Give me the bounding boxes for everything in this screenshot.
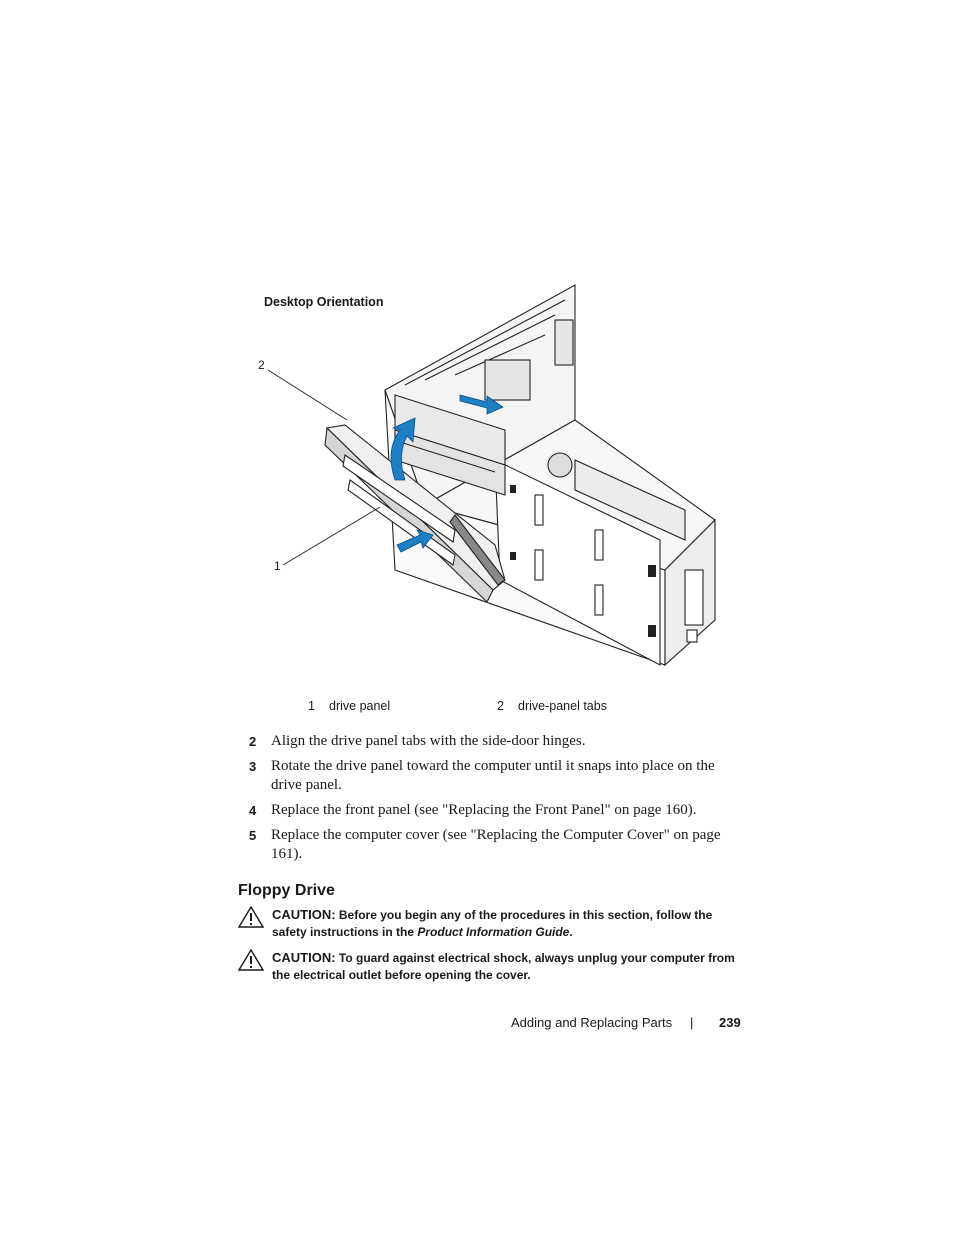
step-number: 2: [249, 734, 257, 749]
caution-label: CAUTION:: [272, 950, 336, 965]
caution-text-end: .: [569, 925, 573, 939]
caution-text: Before you begin any of the procedures in this section, follow the safety instructions in the: [272, 908, 713, 939]
caution-text: To guard against electrical shock, always unplug your computer from the electrical outlet before opening the cover.: [272, 951, 735, 982]
callout-1: 1: [274, 559, 281, 573]
step-text: Replace the front panel (see "Replacing the Front Panel" on page 160).: [271, 802, 697, 818]
warning-icon: [238, 949, 264, 971]
legend-num: 1: [308, 699, 315, 713]
step-text: Replace the computer cover (see "Replacing the Computer Cover" on page 161).: [271, 827, 721, 862]
step-number: 4: [249, 803, 257, 818]
caution-emphasis: Product Information Guide: [417, 925, 570, 939]
legend-label: drive panel: [329, 699, 391, 713]
section-heading: Floppy Drive: [238, 882, 335, 899]
step-item: [249, 826, 749, 864]
step-item: [249, 757, 749, 795]
legend-item-2: [497, 699, 607, 713]
page-number: 239: [719, 1015, 741, 1030]
step-text: Align the drive panel tabs with the side-door hinges.: [271, 733, 586, 749]
procedure-steps: [249, 732, 749, 870]
caution-label: CAUTION:: [272, 907, 336, 922]
legend-item-1: [308, 699, 390, 713]
caution-block: [238, 906, 738, 941]
step-item: [249, 732, 749, 751]
footer-section-title: Adding and Replacing Parts: [511, 1015, 673, 1030]
footer-separator: |: [690, 1015, 694, 1030]
computer-drive-panel-illustration: [255, 280, 725, 675]
warning-icon: [238, 906, 264, 928]
step-item: [249, 801, 749, 820]
step-number: 3: [249, 759, 257, 774]
legend-num: 2: [497, 699, 504, 713]
legend-label: drive-panel tabs: [518, 699, 607, 713]
figure-title: Desktop Orientation: [264, 295, 384, 309]
step-number: 5: [249, 828, 257, 843]
callout-2: 2: [258, 358, 265, 372]
caution-block: [238, 949, 738, 984]
step-text: Rotate the drive panel toward the computer until it snaps into place on the drive panel.: [271, 758, 715, 793]
